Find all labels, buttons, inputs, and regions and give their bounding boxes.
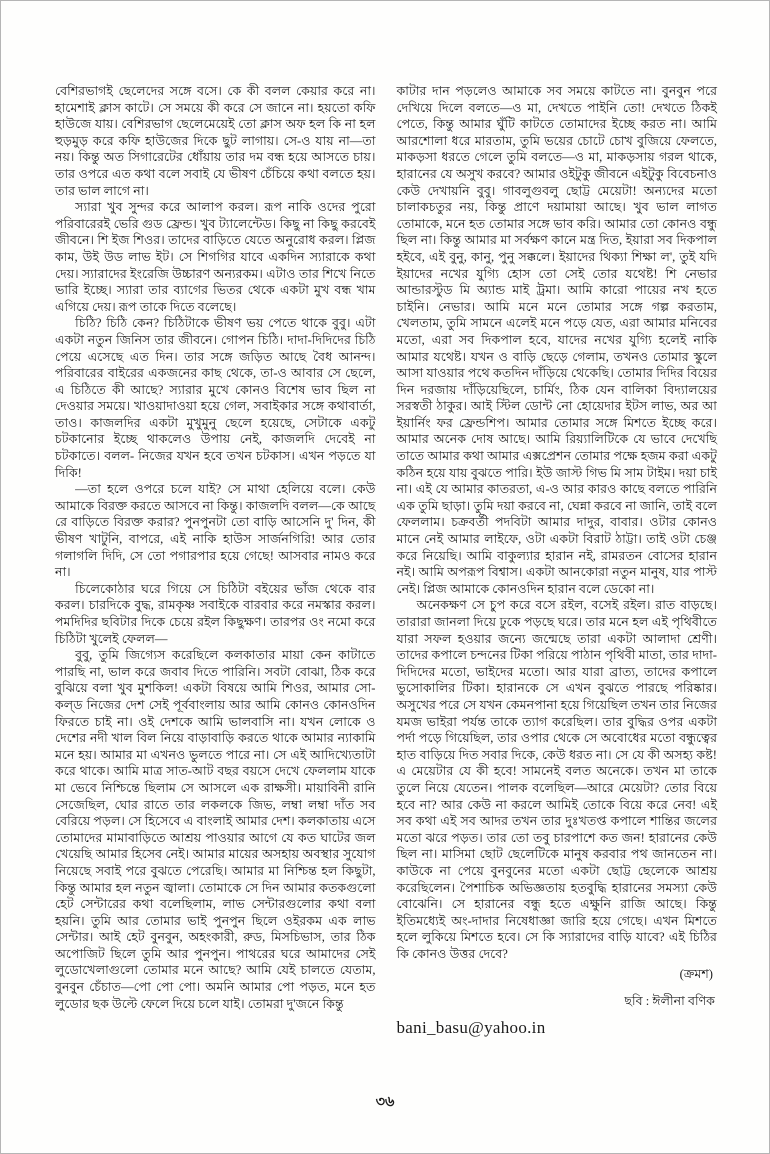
paragraph: স্যারা খুব সুন্দর করে আলাপ করল। রূপ নাকি ওদের পুরো পরিবারেরই ভেরি গুড ফ্রেন্ড। খুব ট্যালেন্টেড। কিছু না কিছু করবেই জীবনে। শি ইজ শিওর। তাদের বাড়িতে যেতে অনুরোধ করল। প্লিজ কাম, উই উড লাভ ইট। সে শিগগির যাবে একদিন স্যারাকে কথা দেয়। স্যারাদের ইংরেজি উচ্চারণ অন্যরকম। এটাও তার শিখে নিতে ভারি ইচ্ছে। স্যারা তার ব্যাগের ভিতর থেকে একটা মুখ বন্ধ খাম এগিয়ে দেয়। রূপ তাকে দিতে বলেছে।: [55, 200, 376, 314]
paragraph: চিলেকোঠার ঘরে গিয়ে সে চিঠিটা বইয়ের ভাঁজ থেকে বার করল। চারদিকে বুদ্ধ, রামকৃষ্ণ সবাইকে বারবার করে নমস্কার করল। পমদিদির ছবিটার দিকে চেয়ে রইল কিছুক্ষণ। তারপর ওং নমো করে চিঠিটা খুলেই ফেলল—: [55, 581, 376, 646]
page-number: ৩৬: [375, 1094, 395, 1110]
paragraph: চিঠি? চিঠি কেন? চিঠিটাকে ভীষণ ভয় পেতে থাকে বুবু। এটা একটা নতুন জিনিস তার জীবনে। গোপন চিঠি। দাদা-দিদিদের চিঠি পেয়ে এসেছে এত দিন। তার সঙ্গে জড়িত আছে বৈধ আনন্দ। পরিবারের বাইরের একজনের কাছ থেকে, তা-ও আবার সে ছেলে, এ চিঠিতে কী আছে? স্যারার মুখে কোনও বিশেষ ভাব ছিল না দেওয়ার সময়ে। খাওয়াদাওয়া হয়ে গেল, সবাইকার সঙ্গে কথাবার্তা, তাও। কাজলদির একটা মুখুমুনু ছেলে হয়েছে, সেটাকে একটু চটকানোর ইচ্ছে থাকলেও উপায় নেই, কাজলদি দেবেই না চটকাতে। বলল- নিজের যখন হবে তখন চটকাস। এখন পড়তে যা দিকি!: [55, 316, 376, 480]
text-columns: [55, 83, 717, 1036]
continuation-marker: (ক্রমশ): [679, 967, 713, 982]
paragraph: কাটার দান পড়লেও আমাকে সব সময়ে কাটতে না। বুনবুন পরে দেখিয়ে দিলে বলতে—ও মা, দেখতে পাইনি তো! দেখতে ঠিকই পেতে, কিন্তু আমার ঘুঁটি কাটতে তোমাদের ইচ্ছে করত না। আমি আরশোলা ধরে মারতাম, তুমি ভয়ের চোটে চোখ বুজিয়ে ফেলতে, মাকড়সা ধরতে গেলে তুমি বলতে—ও মা, মাকড়সায় গরল থাকে, হারানের যে অসুখ করবে? আমার ওইটুকু জীবনে এইটুকু বিবেচনাও কেউ দেখায়নি বুবু। গাবলুগুবলু ছোট্ট মেয়েটা! অন্যদের মতো চালাকচতুর নয়, কিন্তু প্রাণে দয়ামায়া আছে। খুব ভাল লাগত তোমাকে, মনে হত তোমার সঙ্গে ভাব করি। আমার তো কোনও বন্ধু ছিল না। কিন্তু আমার মা সর্বক্ষণ কানে মন্ত্র দিত, ইয়ারা সব দিকপাল হইবে, এই বুনু, কানু, পুনু সক্কলে। ইয়াদের থিক্যা শিক্ষা ল', তুই যদি ইয়াদের নখের যুগ্যি হোস তো সেই তোর যথেষ্ট! শি নেভার আন্ডারস্টুড মি অ্যান্ড মাই ট্রমা। আমি কারো পায়ের নখ হতে চাইনি। নেভার। আমি মনে মনে তোমার সঙ্গে গল্প করতাম, খেলতাম, তুমি সামনে এলেই মনে পড়ে যেত, এরা আমার মনিবের মতো, এরা সব দিকপাল হবে, যাদের নখের যুগ্যি হলেই নাকি আমার যথেষ্ট। যখন ও বাড়ি ছেড়ে গেলাম, তখনও তোমার স্কুলে আসা যাওয়ার পথে কতদিন দাঁড়িয়ে থেকেছি। তোমার দিদির বিয়ের দিন দরজায় দাঁড়িয়েছিলে, চার্মিং, ঠিক যেন বালিকা বিদ্যালয়ের সরস্বতী ঠাকুর। আই স্টিল ডোন্ট নো হোয়েদার ইটস লাভ, অর আ ইয়ার্নিং ফর ফ্রেন্ডশিপ। আমার তোমার সঙ্গে মিশতে ইচ্ছে করে। আমার অনেক দোষ আছে। আমি রিয়্যালিটিকে যে ভাবে দেখেছি তাতে আমার কথা আমার এক্সপ্রেশন তোমার পক্ষে হজম করা একটু কঠিন হয়ে যায় বুঝতে পারি। ইউ জাস্ট গিভ মি সাম টাইম। দয়া চাই না। এই যে আমার কাতরতা, এ-ও আর কারও কাছে বলতে পারিনি এক তুমি ছাড়া। তুমি দয়া করবে না, ঘেন্না করবে না জানি, তাই বলে ফেললাম। চক্রবর্তী পদবিটা আমার দাদুর, বাবার। ওটার কোনও মানে নেই আমার লাইফে, ওটা একটা বিরাট ঠাট্টা। তাই ওটা চেঞ্জ করে নিয়েছি। আমি বাকুল্যার হারান নই, রামরতন বোসের হারান নই। আমি অপরূপ বিশ্বাস। একটা আনকোরা নতুন মানুষ, যার পাস্ট নেই। প্লিজ আমাকে কোনওদিন হারান বলে ডেকো না।: [396, 84, 717, 596]
paragraph: অনেকক্ষণ সে চুপ করে বসে রইল, বসেই রইল। রাত বাড়ছে। তারারা জানলা দিয়ে ঢুকে পড়ছে ঘরে। তার মনে হল এই পৃথিবীতে যারা সফল হওয়ার জন্যে জন্মেছে তারা একটা আলাদা শ্রেণী। তাদের কপালে চন্দনের টিকা পরিয়ে পাঠান পৃথিবী মাতা, তার দাদা-দিদিদের মতো, ভাইদের মতো। আর যারা ব্রাত্য, তাদের কপালে ভুসোকালির টিকা। হারানকে সে এখন বুঝতে পারছে পরিষ্কার। অসুখের পরে সে যখন কেমনপানা হয়ে গিয়েছিল তখন তার নিজের যমজ ভাইরা পর্যন্ত তাকে ত্যাগ করেছিল। তার বুদ্ধির ওপর একটা পর্দা পড়ে গিয়েছিল, তার ওপার থেকে সে অবোধের মতো বন্ধুত্বের হাত বাড়িয়ে দিত সবার দিকে, কেউ ধরত না। সে যে কী অসহ্য কষ্ট! এ মেয়েটার যে কী হবে! সামনেই বলত অনেকে। তখন মা তাকে তুলে নিয়ে যেতেন। পালক বলেছিল—আরে মেয়েটা? তোর বিয়ে হবে না? আর কেউ না করলে আমিই তোকে বিয়ে করে নেব! এই সব কথা এই সব আদর তখন তার দুঃখতপ্ত কপালে শান্তির জলের মতো ঝরে পড়ত। তার তো তবু চারপাশে কত জন! হারানের কেউ ছিল না। মাসিমা ছোট ছেলেটিকে মানুষ করবার পথ জানতেন না। কাউকে না পেয়ে বুনবুনের মতো একটা ছোট্ট ছেলেকে আশ্রয় করেছিলেন। পৈশাচিক অভিজ্ঞতায় হতবুদ্ধি হারানের সমস্যা কেউ বোঝেনি। সে হারানের বন্ধু হতে এক্ষুনি রাজি আছে। কিন্তু ইতিমধ্যেই অং-দাদার নিষেধাজ্ঞা জারি হয়ে গেছে। এখন মিশতে হলে লুকিয়ে মিশতে হবে। সে কি স্যারাদের বাড়ি যাবে? এই চিঠির কি কোনও উত্তর দেবে?: [396, 598, 717, 961]
column-tail: [397, 966, 718, 1036]
photo-credit: ছবি : ঈলীনা বণিক: [624, 994, 715, 1009]
paragraph: বুবু, তুমি জিগ্যেস করেছিলে কলকাতার মায়া কেন কাটাতে পারছি না, ভাল করে জবাব দিতে পারিনি। সবটা বোঝা, ঠিক করে বুঝিয়ে বলা খুব মুশকিল! একটা বিষয়ে আমি শিওর, আমার সো-কল্‌ড নিজের দেশ সেই পূর্ববাংলায় আর আমি কোনও কোনওদিন ফিরতে চাই না। ওই দেশকে আমি ভালবাসি না। যখন লোকে ও দেশের নদী খাল বিল নিয়ে বাড়াবাড়ি করতে থাকে আমার ন্যাকামি মনে হয়। আমার মা এখনও ভুলতে পারে না। সে এই আদিখ্যেতাটা করে থাকে। আমি মাত্র সাত-আট বছর বয়সে দেখে ফেললাম যাকে মা ভেবে নিশ্চিন্তে ছিলাম সে আসলে এক রাক্ষসী। মায়াবিনী রানি সেজেছিল, ঘোর রাতে তার লকলকে জিভ, লম্বা লম্বা দাঁত সব বেরিয়ে পড়ল। সে হিসেবে এ বাংলাই আমার দেশ। কলকাতায় এসে তোমাদের মামাবাড়িতে আশ্রয় পাওয়ার আগে যে কত ঘাটের জল খেয়েছি আমার হিসেব নেই। আমার মায়ের অসহায় অবস্থার সুযোগ নিয়েছে সবাই পরে বুঝতে পেরেছি। আমার মা নিশ্চিন্ত হল কিছুটা, কিন্তু আমার হল নতুন জ্বালা। তোমাকে সে দিন আমার কতকগুলো হেট সেন্টারের কথা বলেছিলাম, লাভ সেন্টারগুলোর কথা বলা হয়নি। তুমি আর তোমার ভাই পুনপুন ছিলে ওইরকম এক লাভ সেন্টার। আই হেট বুনবুন, অহংকারী, রুড, মিসচিভাস, তার ঠিক অপোজিট ছিলে তুমি আর পুনপুন। পাথরের ঘরে আমাদের সেই লুডোখেলাগুলো তোমার মনে আছে? আমি যেই চালতে যেতাম, বুনবুন চেঁচাত—পো পো পো। অমনি আমার পো পড়ত, মনে হত লুডোর ছক উল্টে ফেলে দিয়ে চলে যাই। তোমরা দু'জনে কিন্তু: [55, 648, 376, 1011]
right-column: [397, 83, 718, 1036]
left-column: [55, 83, 376, 1036]
paragraph: বেশিরভাগই ছেলেদের সঙ্গে বসে। কে কী বলল কেয়ার করে না। হামেশাই ক্লাস কাটে। সে সময়ে কী করে সে জানে না। হয়তো কফি হাউজে যায়। বেশিরভাগ ছেলেমেয়েই তো ক্লাস অফ হল কি না হল হুড়মুড় করে কফি হাউজের দিকে ছুট লাগায়। সে-ও যায় না—তা নয়। কিন্তু অত সিগারেটের ধোঁয়ায় তার দম বন্ধ হয়ে আসতে চায়। তার ওপরে এত কথা বলে সবাই যে ভীষণ চেঁচিয়ে কথা বলতে হয়। তার ভাল লাগে না।: [55, 84, 376, 198]
paragraph: —তা হলে ওপরে চলে যাই? সে মাথা হেলিয়ে বলে। কেউ আমাকে বিরক্ত করতে আসবে না কিন্তু। কাজলদি বলল—কে আছে রে বাড়িতে বিরক্ত করার? পুনপুনটা তো বাড়ি আসেনি দু' দিন, কী ভীষণ খাটুনি, বাপরে, এই নাকি হাউস সার্জনগিরি! আর তোর গলাগলি দিদি, সে তো পগারপার হয়ে গেছে! আসবার নামও করে না।: [55, 482, 376, 580]
author-email: bani_basu@yahoo.in: [396, 1017, 546, 1037]
